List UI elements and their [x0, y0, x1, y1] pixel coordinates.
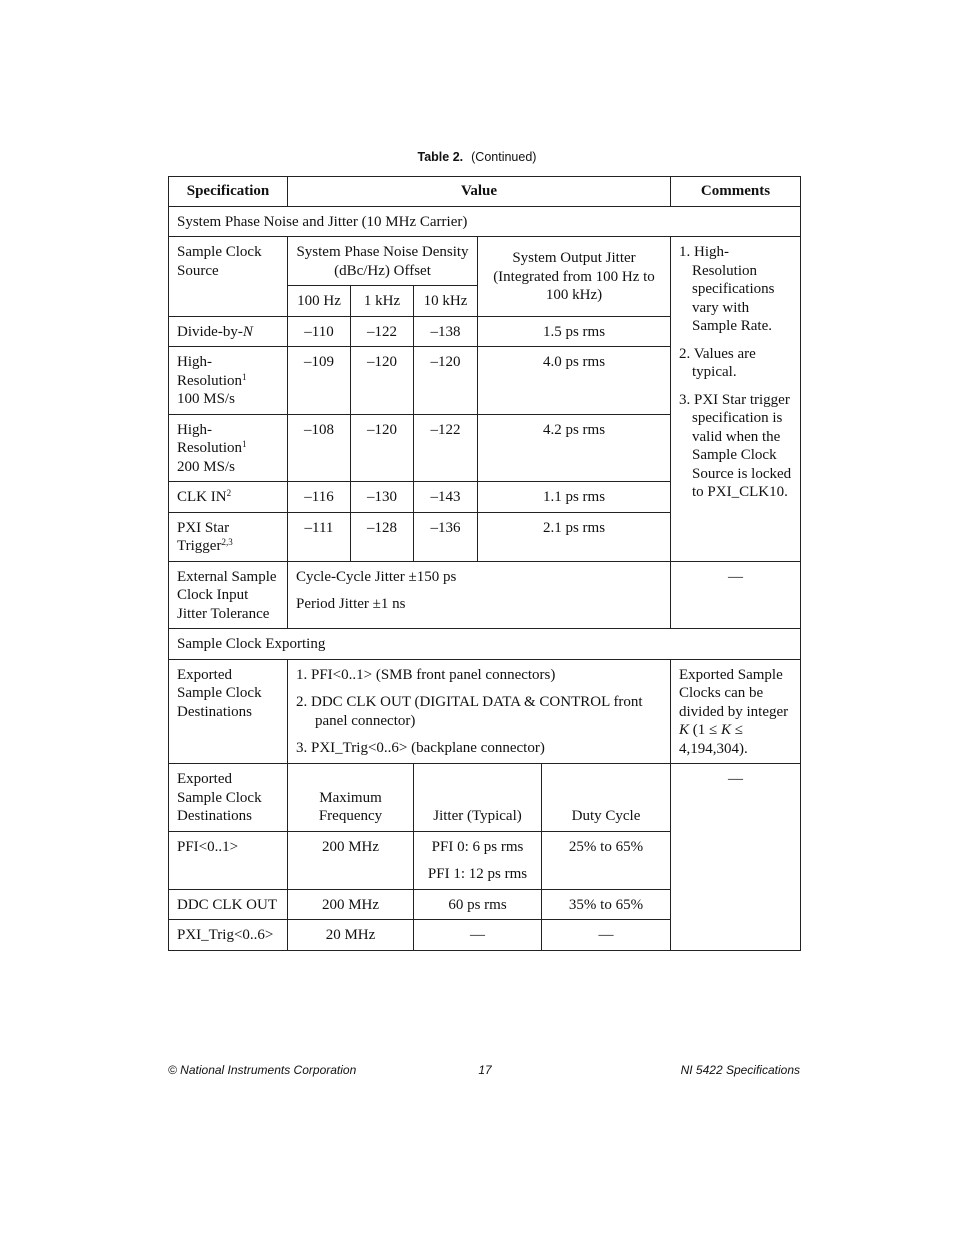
section-title: Sample Clock Exporting — [169, 629, 801, 660]
destinations-label: Exported Sample Clock Destinations — [169, 659, 288, 764]
max-frequency: 20 MHz — [288, 920, 414, 951]
jitter-typical-header: Jitter (Typical) — [414, 764, 542, 832]
noise-1khz: –130 — [351, 482, 414, 513]
noise-100hz: –108 — [288, 414, 351, 482]
header-value: Value — [288, 177, 671, 207]
noise-10khz: –138 — [414, 316, 478, 347]
output-jitter: 2.1 ps rms — [478, 512, 671, 561]
noise-1khz: –120 — [351, 414, 414, 482]
source-name: High-Resolution$^1$ 200 MS/s — [169, 414, 288, 482]
ext-jitter-comment: — — [671, 561, 801, 629]
duty-cycle: 25% to 65% — [542, 831, 671, 889]
noise-10khz: –143 — [414, 482, 478, 513]
section-phase-noise — [169, 206, 801, 237]
ext-jitter-tolerance-value — [288, 561, 671, 629]
output-jitter-header: System Output Jitter (Integrated from 100 Hz to 100 kHz) — [478, 237, 671, 317]
destination-name: PXI_Trig<0..6> — [169, 920, 288, 951]
phase-noise-density-header: System Phase Noise Density (dBc/Hz) Offset — [288, 237, 478, 286]
source-name: High-Resolution$^1$ 100 MS/s — [169, 347, 288, 415]
list-item: 2. DDC CLK OUT (DIGITAL DATA & CONTROL front panel connector) — [296, 694, 643, 729]
table-row — [169, 659, 801, 764]
duty-cycle: 35% to 65% — [542, 889, 671, 920]
output-jitter: 4.2 ps rms — [478, 414, 671, 482]
destination-name: DDC CLK OUT — [169, 889, 288, 920]
footer-copyright: © National Instruments Corporation — [168, 1063, 357, 1077]
output-jitter: 4.0 ps rms — [478, 347, 671, 415]
noise-1khz: –120 — [351, 347, 414, 415]
noise-1khz: –128 — [351, 512, 414, 561]
specifications-table — [168, 176, 801, 951]
offset-1khz: 1 kHz — [351, 286, 414, 317]
jitter-typical: PFI 0: 6 ps rms PFI 1: 12 ps rms — [414, 831, 542, 889]
output-jitter: 1.5 ps rms — [478, 316, 671, 347]
source-name: CLK $IN^2$ — [169, 482, 288, 513]
export-subheader-row — [169, 764, 801, 832]
period-jitter: Period Jitter ±1 ns — [296, 596, 406, 612]
noise-10khz: –136 — [414, 512, 478, 561]
section-sample-clock-exporting — [169, 629, 801, 660]
footer-document-title: NI 5422 Specifications — [680, 1063, 800, 1077]
max-frequency: 200 MHz — [288, 831, 414, 889]
destinations-list — [288, 659, 671, 764]
noise-100hz: –116 — [288, 482, 351, 513]
source-name: Divide-by-N — [169, 316, 288, 347]
max-frequency-header: Maximum Frequency — [288, 764, 414, 832]
table-header-row — [169, 177, 801, 207]
list-item: 3. PXI_Trig<0..6> (backplane connector) — [296, 740, 545, 756]
phase-noise-header-row — [169, 237, 801, 286]
destination-name: PFI<0..1> — [169, 831, 288, 889]
note-item: 2. Values are typical. — [679, 345, 756, 380]
destinations-comment: Exported Sample Clocks can be divided by integer K (1 ≤ K ≤ 4,194,304). — [671, 659, 801, 764]
table-caption-label: Table 2. — [417, 150, 464, 164]
note-item: 1. High-Resolution specifications vary with Sample Rate. — [679, 244, 775, 334]
output-jitter: 1.1 ps rms — [478, 482, 671, 513]
noise-100hz: –110 — [288, 316, 351, 347]
export-destinations-label: Exported Sample Clock Destinations — [169, 764, 288, 832]
duty-cycle: — — [542, 920, 671, 951]
phase-noise-notes — [671, 237, 801, 562]
max-frequency: 200 MHz — [288, 889, 414, 920]
table-row — [169, 561, 801, 629]
table-caption — [0, 150, 954, 164]
noise-10khz: –122 — [414, 414, 478, 482]
noise-100hz: –111 — [288, 512, 351, 561]
header-specification: Specification — [169, 177, 288, 207]
export-comment: — — [671, 764, 801, 951]
note-item: 3. PXI Star trigger specification is valid when the Sample Clock Source is locked to PXI_CLK10. — [679, 391, 792, 500]
noise-10khz: –120 — [414, 347, 478, 415]
offset-100hz: 100 Hz — [288, 286, 351, 317]
cycle-jitter: Cycle-Cycle Jitter ±150 ps — [296, 568, 457, 585]
ext-jitter-tolerance-label: External Sample Clock Input Jitter Tolerance — [169, 561, 288, 629]
offset-10khz: 10 kHz — [414, 286, 478, 317]
section-title: System Phase Noise and Jitter (10 MHz Carrier) — [169, 206, 801, 237]
source-name: PXI Star Trigger$^{2,3}$ — [169, 512, 288, 561]
duty-cycle-header: Duty Cycle — [542, 764, 671, 832]
table-caption-text: (Continued) — [471, 150, 537, 164]
jitter-typical: — — [414, 920, 542, 951]
noise-1khz: –122 — [351, 316, 414, 347]
noise-100hz: –109 — [288, 347, 351, 415]
footer-page-number: 17 — [478, 1063, 492, 1077]
header-comments: Comments — [671, 177, 801, 207]
sample-clock-source-label: Sample Clock Source — [169, 237, 288, 317]
jitter-typical: 60 ps rms — [414, 889, 542, 920]
list-item: 1. PFI<0..1> (SMB front panel connectors) — [296, 666, 556, 683]
